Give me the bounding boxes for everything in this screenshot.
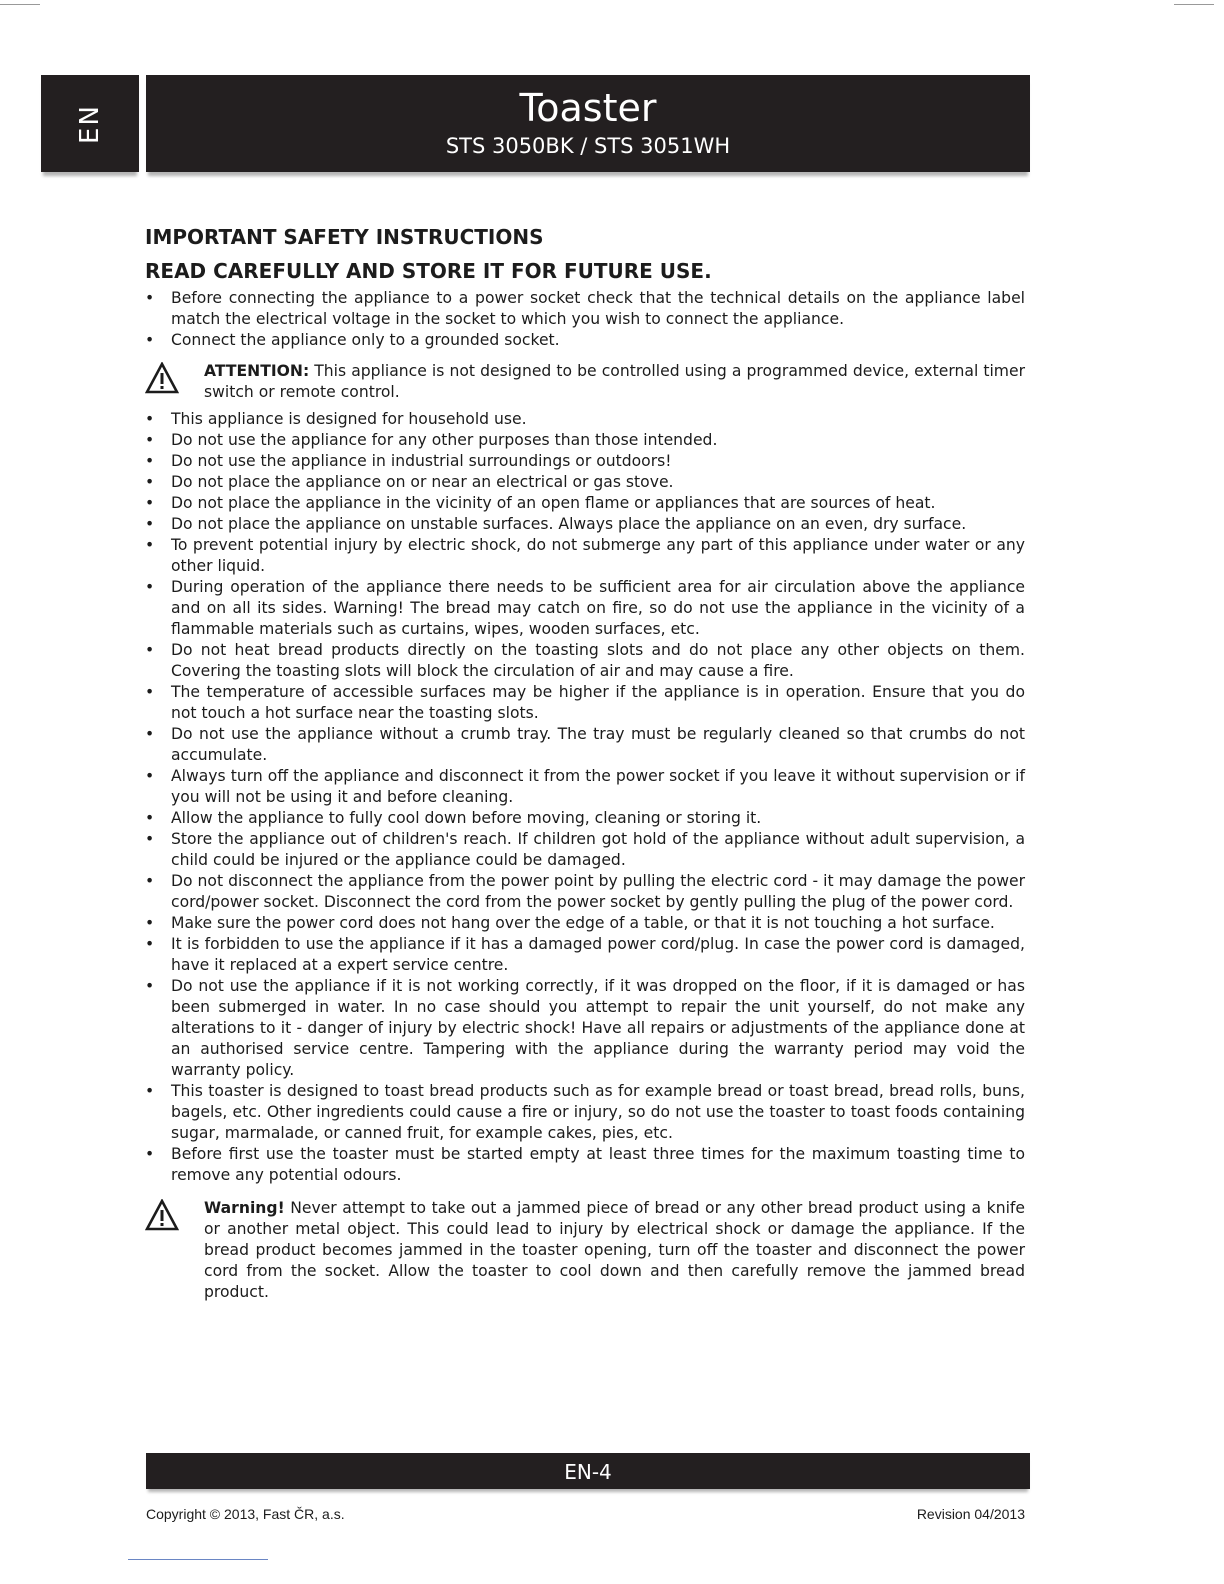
safety-content (145, 220, 1025, 1309)
list-item-text: Before first use the toaster must be started empty at least three times for the maximum toasting time to remove any potential odours. (171, 1145, 1025, 1184)
bullet-icon: • (145, 515, 155, 533)
crop-mark-bottom-left (128, 1559, 268, 1560)
bullet-list-safety (145, 409, 1025, 1186)
list-item (145, 913, 1025, 934)
bullet-icon: • (145, 431, 155, 449)
warning-text: Never attempt to take out a jammed piece of bread or any other bread product using a knife or another metal object. This could lead to injury by electrical shock or damage the appliance. If the bread product becomes jammed in the toaster opening, turn off the toaster and disconnect the power cord from the socket. Allow the toaster to cool down and then carefully remove the jammed bread product. (204, 1199, 1025, 1301)
bullet-icon: • (145, 289, 155, 307)
list-item (145, 682, 1025, 724)
list-item (145, 1144, 1025, 1186)
bullet-icon: • (145, 683, 155, 701)
bullet-icon: • (145, 494, 155, 512)
warning-notice (145, 1198, 1025, 1303)
list-item (145, 976, 1025, 1081)
attention-notice (145, 361, 1025, 403)
list-item-text: Do not heat bread products directly on the toasting slots and do not place any other objects on them. Covering the toasting slots will block the circulation of air and may cause a fire. (171, 641, 1025, 680)
list-item-text: Do not use the appliance in industrial surroundings or outdoors! (171, 452, 672, 470)
bullet-icon: • (145, 410, 155, 428)
bullet-icon: • (145, 767, 155, 785)
list-item (145, 451, 1025, 472)
page-number: EN-4 (564, 1460, 612, 1484)
list-item (145, 640, 1025, 682)
list-item-text: It is forbidden to use the appliance if it has a damaged power cord/plug. In case the power cord is damaged, have it replaced at a expert service centre. (171, 935, 1025, 974)
revision-text: Revision 04/2013 (916, 1506, 1025, 1522)
list-item-text: This appliance is designed for household use. (171, 410, 527, 428)
list-item (145, 829, 1025, 871)
list-item-text: Do not use the appliance for any other purposes than those intended. (171, 431, 718, 449)
bullet-icon: • (145, 914, 155, 932)
bullet-icon: • (145, 1082, 155, 1100)
bullet-icon: • (145, 830, 155, 848)
list-item (145, 1081, 1025, 1144)
list-item (145, 514, 1025, 535)
copyright-text: Copyright © 2013, Fast ČR, a.s. (146, 1506, 345, 1522)
list-item (145, 766, 1025, 808)
list-item-text: Do not disconnect the appliance from the power point by pulling the electric cord - it may damage the power cord/power socket. Disconnect the cord from the power socket by gently pulling the plug of the power cord. (171, 872, 1025, 911)
page-number-bar (146, 1453, 1030, 1489)
list-item (145, 724, 1025, 766)
bullet-icon: • (145, 1145, 155, 1163)
list-item-text: Connect the appliance only to a grounded socket. (171, 331, 560, 349)
list-item (145, 330, 1025, 351)
bullet-icon: • (145, 536, 155, 554)
bullet-icon: • (145, 977, 155, 995)
attention-label: ATTENTION: (204, 362, 310, 380)
list-item (145, 493, 1025, 514)
bullet-icon: • (145, 872, 155, 890)
crop-mark-top-left (0, 4, 40, 5)
section-heading: IMPORTANT SAFETY INSTRUCTIONS (145, 225, 544, 249)
list-item-text: During operation of the appliance there needs to be sufficient area for air circulation above the appliance and on all its sides. Warning! The bread may catch on fire, so do not use the appliance in the vicinity of a flammable materials such as curtains, wipes, wooden surfaces, etc. (171, 578, 1025, 638)
bullet-icon: • (145, 473, 155, 491)
list-item (145, 409, 1025, 430)
list-item (145, 288, 1025, 330)
bullet-list-connection (145, 288, 1025, 351)
attention-text: This appliance is not designed to be controlled using a programmed device, external timer switch or remote control. (204, 362, 1025, 401)
list-item-text: Do not place the appliance on unstable surfaces. Always place the appliance on an even, dry surface. (171, 515, 967, 533)
list-item-text: This toaster is designed to toast bread products such as for example bread or toast bread, bread rolls, buns, bagels, etc. Other ingredients could cause a fire or injury, so do not use the toaster to toast foods containing sugar, marmalade, or canned fruit, for example cakes, pies, etc. (171, 1082, 1025, 1142)
list-item-text: Do not place the appliance in the vicinity of an open flame or appliances that are sources of heat. (171, 494, 936, 512)
list-item-text: Before connecting the appliance to a power socket check that the technical details on the appliance label match the electrical voltage in the socket to which you wish to connect the appliance. (171, 289, 1025, 328)
list-item (145, 472, 1025, 493)
crop-mark-top-right (1174, 4, 1214, 5)
list-item (145, 808, 1025, 829)
list-item (145, 934, 1025, 976)
bullet-icon: • (145, 331, 155, 349)
model-number: STS 3050BK / STS 3051WH (445, 134, 731, 158)
bullet-icon: • (145, 641, 155, 659)
list-item-text: Make sure the power cord does not hang over the edge of a table, or that it is not touching a hot surface. (171, 914, 995, 932)
bullet-icon: • (145, 809, 155, 827)
warning-label: Warning! (204, 1199, 285, 1217)
list-item-text: Store the appliance out of children's reach. If children got hold of the appliance without adult supervision, a child could be injured or the appliance could be damaged. (171, 830, 1025, 869)
section-subheading: READ CAREFULLY AND STORE IT FOR FUTURE USE. (145, 259, 712, 283)
page-title: Toaster (519, 86, 657, 130)
list-item-text: Do not use the appliance if it is not working correctly, if it was dropped on the floor, if it is damaged or has been submerged in water. In no case should you attempt to repair the unit yourself, do not make any alterations to it - danger of injury by electric shock! Have all repairs or adjustments of the appliance done at an authorised service centre. Tampering with the appliance during the warranty period may void the warranty policy. (171, 977, 1025, 1079)
warning-triangle-icon (145, 1199, 179, 1231)
list-item-text: Do not use the appliance without a crumb tray. The tray must be regularly cleaned so that crumbs do not accumulate. (171, 725, 1025, 764)
list-item (145, 871, 1025, 913)
list-item-text: To prevent potential injury by electric shock, do not submerge any part of this appliance under water or any other liquid. (171, 536, 1025, 575)
title-bar (146, 75, 1030, 172)
list-item (145, 535, 1025, 577)
list-item-text: Allow the appliance to fully cool down before moving, cleaning or storing it. (171, 809, 762, 827)
list-item-text: Always turn off the appliance and disconnect it from the power socket if you leave it without supervision or if you will not be using it and before cleaning. (171, 767, 1025, 806)
bullet-icon: • (145, 452, 155, 470)
list-item-text: The temperature of accessible surfaces may be higher if the appliance is in operation. Ensure that you do not touch a hot surface near the toasting slots. (171, 683, 1025, 722)
list-item-text: Do not place the appliance on or near an electrical or gas stove. (171, 473, 674, 491)
list-item (145, 430, 1025, 451)
bullet-icon: • (145, 935, 155, 953)
bullet-icon: • (145, 578, 155, 596)
warning-triangle-icon (145, 362, 179, 394)
language-tab (41, 75, 139, 172)
bullet-icon: • (145, 725, 155, 743)
language-label: EN (75, 103, 105, 144)
list-item (145, 577, 1025, 640)
